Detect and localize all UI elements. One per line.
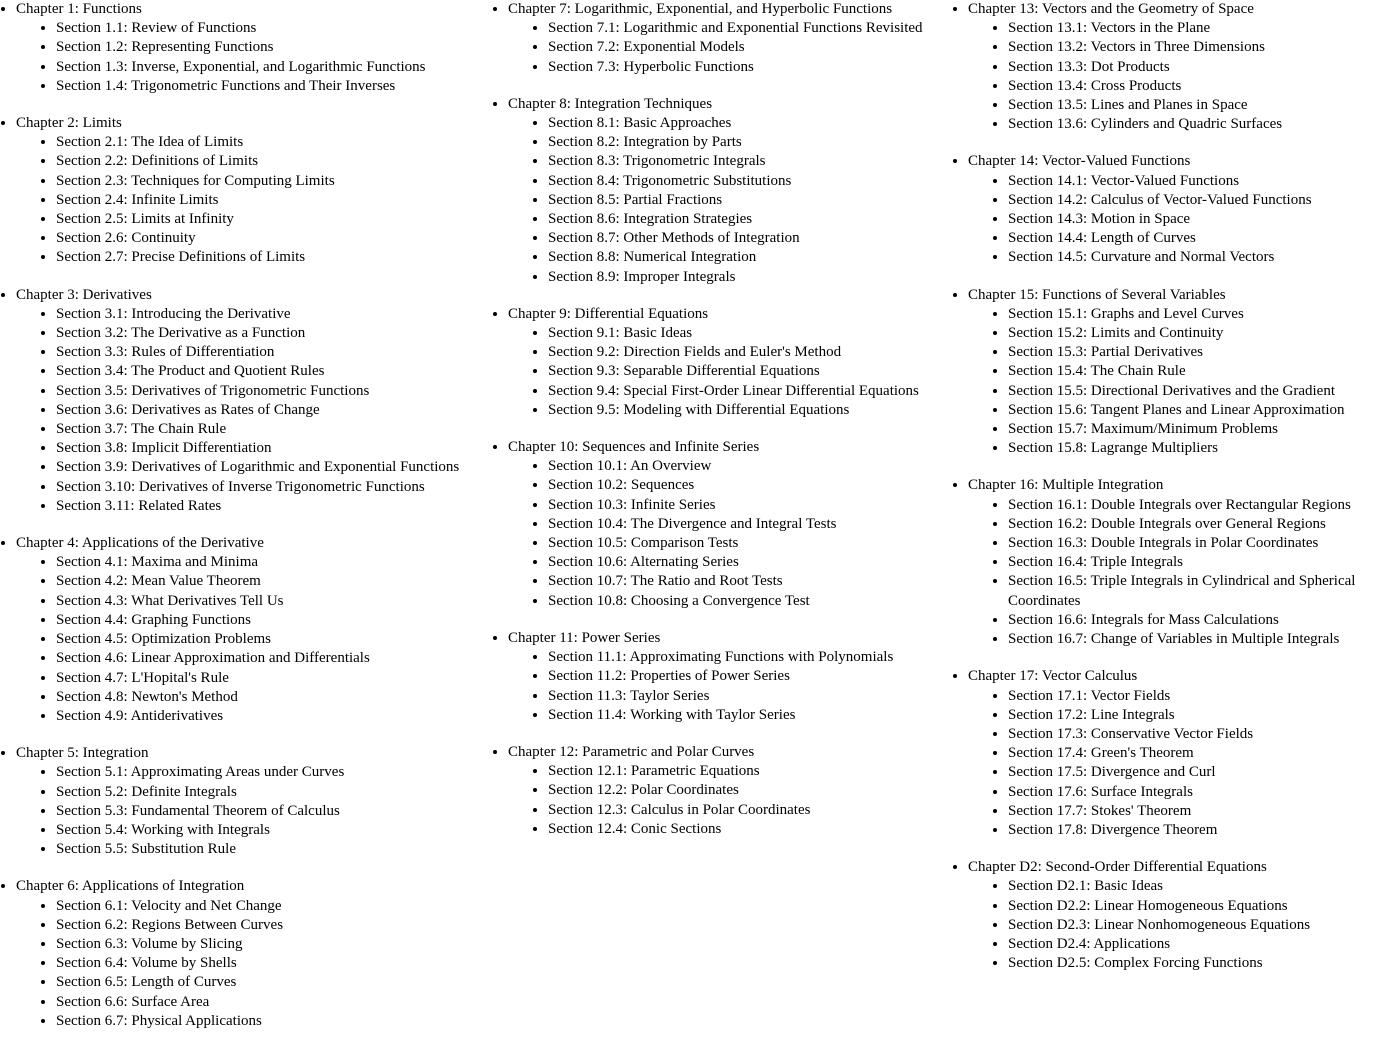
section-item xyxy=(56,324,492,343)
section-item xyxy=(1008,58,1382,77)
section-item xyxy=(548,762,954,781)
chapter-item xyxy=(508,743,954,839)
section-item xyxy=(548,229,954,248)
section-item xyxy=(1008,96,1382,115)
section-item xyxy=(1008,954,1382,973)
chapter-title: Chapter 9: Differential Equations xyxy=(508,305,709,322)
section-item xyxy=(1008,821,1382,840)
section-item xyxy=(1008,229,1382,248)
section-list xyxy=(16,305,492,516)
chapter-title: Chapter 3: Derivatives xyxy=(16,286,152,303)
section-title: Section 17.7: Stokes' Theorem xyxy=(1008,802,1192,819)
section-item xyxy=(1008,744,1382,763)
section-item xyxy=(1008,706,1382,725)
section-title: Section 3.8: Implicit Differentiation xyxy=(56,440,272,457)
section-item xyxy=(56,305,492,324)
chapter-title: Chapter 4: Applications of the Derivative xyxy=(16,535,264,552)
section-title: Section 6.5: Length of Curves xyxy=(56,974,237,991)
section-title: Section 3.2: The Derivative as a Function xyxy=(56,325,306,342)
section-item xyxy=(548,19,954,38)
section-title: Section 14.1: Vector-Valued Functions xyxy=(1008,172,1240,189)
section-item xyxy=(56,611,492,630)
section-title: Section 3.11: Related Rates xyxy=(56,497,222,514)
section-title: Section 17.1: Vector Fields xyxy=(1008,687,1171,704)
section-item xyxy=(56,248,492,267)
section-item xyxy=(56,630,492,649)
section-item xyxy=(56,152,492,171)
section-title: Section 9.4: Special First-Order Linear Differential Equations xyxy=(548,382,919,399)
section-title: Section 14.2: Calculus of Vector-Valued Functions xyxy=(1008,191,1312,208)
section-item xyxy=(56,382,492,401)
toc-column xyxy=(0,0,492,1049)
section-title: Section 12.3: Calculus in Polar Coordinates xyxy=(548,801,811,818)
section-title: Section 10.4: The Divergence and Integral Tests xyxy=(548,515,837,532)
section-item xyxy=(548,534,954,553)
section-item xyxy=(1008,630,1382,649)
section-title: Section 1.1: Review of Functions xyxy=(56,20,257,37)
section-title: Section 10.8: Choosing a Convergence Test xyxy=(548,592,810,609)
section-title: Section 3.10: Derivatives of Inverse Trigonometric Functions xyxy=(56,478,425,495)
chapter-item xyxy=(968,476,1382,649)
section-title: Section D2.1: Basic Ideas xyxy=(1008,878,1163,895)
section-title: Section 13.3: Dot Products xyxy=(1008,58,1170,75)
section-item xyxy=(1008,324,1382,343)
section-title: Section 4.2: Mean Value Theorem xyxy=(56,573,261,590)
chapter-item xyxy=(968,0,1382,134)
section-title: Section 11.4: Working with Taylor Series xyxy=(548,706,796,723)
section-title: Section 6.4: Volume by Shells xyxy=(56,955,237,972)
chapter-item xyxy=(16,534,492,726)
section-item xyxy=(1008,916,1382,935)
section-item xyxy=(548,648,954,667)
section-item xyxy=(1008,382,1382,401)
section-item xyxy=(548,172,954,191)
section-item xyxy=(56,58,492,77)
section-item xyxy=(1008,611,1382,630)
section-item xyxy=(1008,534,1382,553)
section-title: Section 13.2: Vectors in Three Dimensions xyxy=(1008,39,1265,56)
section-title: Section 15.2: Limits and Continuity xyxy=(1008,325,1224,342)
section-item xyxy=(56,478,492,497)
section-title: Section 3.4: The Product and Quotient Rules xyxy=(56,363,325,380)
section-item xyxy=(1008,897,1382,916)
chapter-title: Chapter 5: Integration xyxy=(16,745,149,762)
chapter-item xyxy=(16,286,492,516)
section-title: Section 17.2: Line Integrals xyxy=(1008,706,1175,723)
section-item xyxy=(1008,38,1382,57)
section-item xyxy=(56,210,492,229)
section-title: Section 11.1: Approximating Functions with Polynomials xyxy=(548,649,894,666)
section-item xyxy=(1008,115,1382,134)
section-item xyxy=(56,362,492,381)
section-title: Section 15.5: Directional Derivatives and the Gradient xyxy=(1008,382,1335,399)
section-title: Section 12.4: Conic Sections xyxy=(548,820,722,837)
section-item xyxy=(548,362,954,381)
section-title: Section 2.2: Definitions of Limits xyxy=(56,153,259,170)
section-title: Section 7.3: Hyperbolic Functions xyxy=(548,58,754,75)
section-item xyxy=(56,420,492,439)
section-item xyxy=(56,783,492,802)
section-item xyxy=(1008,362,1382,381)
chapter-item xyxy=(508,0,954,77)
section-title: Section 8.9: Improper Integrals xyxy=(548,268,736,285)
section-title: Section 4.1: Maxima and Minima xyxy=(56,554,259,571)
section-title: Section 3.7: The Chain Rule xyxy=(56,421,227,438)
section-title: Section 9.5: Modeling with Differential Equations xyxy=(548,401,850,418)
section-title: Section 2.6: Continuity xyxy=(56,230,196,247)
toc-column xyxy=(492,0,954,857)
section-title: Section 8.3: Trigonometric Integrals xyxy=(548,153,766,170)
section-list xyxy=(968,19,1382,134)
section-title: Section 7.2: Exponential Models xyxy=(548,39,745,56)
chapter-title: Chapter 17: Vector Calculus xyxy=(968,668,1138,685)
section-item xyxy=(56,191,492,210)
section-title: Section 2.7: Precise Definitions of Limits xyxy=(56,249,306,266)
section-item xyxy=(56,172,492,191)
section-item xyxy=(56,993,492,1012)
section-item xyxy=(56,38,492,57)
section-item xyxy=(1008,191,1382,210)
section-title: Section 13.4: Cross Products xyxy=(1008,77,1182,94)
section-title: Section 3.3: Rules of Differentiation xyxy=(56,344,275,361)
chapter-item xyxy=(16,744,492,859)
section-title: Section 4.3: What Derivatives Tell Us xyxy=(56,592,284,609)
chapter-title: Chapter 15: Functions of Several Variables xyxy=(968,286,1226,303)
section-item xyxy=(1008,172,1382,191)
section-title: Section 10.7: The Ratio and Root Tests xyxy=(548,573,783,590)
section-title: Section 5.4: Working with Integrals xyxy=(56,821,270,838)
section-item xyxy=(548,801,954,820)
toc-column xyxy=(952,0,1382,991)
section-title: Section 17.3: Conservative Vector Fields xyxy=(1008,725,1254,742)
section-title: Section 17.8: Divergence Theorem xyxy=(1008,821,1218,838)
section-item xyxy=(56,133,492,152)
section-title: Section 9.3: Separable Differential Equations xyxy=(548,363,820,380)
section-title: Section 16.7: Change of Variables in Multiple Integrals xyxy=(1008,631,1340,648)
section-title: Section 16.5: Triple Integrals in Cylindrical and Spherical Coordinates xyxy=(1008,573,1356,609)
section-title: Section 1.3: Inverse, Exponential, and Logarithmic Functions xyxy=(56,58,426,75)
section-item xyxy=(548,515,954,534)
section-item xyxy=(548,572,954,591)
chapter-title: Chapter 1: Functions xyxy=(16,1,142,17)
section-title: Section 14.3: Motion in Space xyxy=(1008,211,1191,228)
section-title: Section 15.3: Partial Derivatives xyxy=(1008,344,1203,361)
section-title: Section 3.9: Derivatives of Logarithmic and Exponential Functions xyxy=(56,459,460,476)
section-item xyxy=(1008,802,1382,821)
section-title: Section 9.1: Basic Ideas xyxy=(548,325,693,342)
chapter-item xyxy=(16,0,492,96)
section-list xyxy=(968,305,1382,459)
section-item xyxy=(548,667,954,686)
section-title: Section 14.5: Curvature and Normal Vectors xyxy=(1008,249,1275,266)
section-item xyxy=(548,382,954,401)
section-title: Section 4.5: Optimization Problems xyxy=(56,631,271,648)
chapter-item xyxy=(508,629,954,725)
section-item xyxy=(1008,935,1382,954)
section-title: Section D2.3: Linear Nonhomogeneous Equations xyxy=(1008,916,1311,933)
section-list xyxy=(968,172,1382,268)
section-title: Section 4.7: L'Hopital's Rule xyxy=(56,669,229,686)
section-item xyxy=(548,58,954,77)
section-title: Section 1.2: Representing Functions xyxy=(56,39,274,56)
section-title: Section 3.1: Introducing the Derivative xyxy=(56,305,291,322)
chapter-title: Chapter 2: Limits xyxy=(16,115,122,132)
section-title: Section 16.6: Integrals for Mass Calculations xyxy=(1008,611,1279,628)
section-title: Section 13.1: Vectors in the Plane xyxy=(1008,20,1211,37)
section-title: Section 13.5: Lines and Planes in Space xyxy=(1008,97,1248,114)
section-title: Section 9.2: Direction Fields and Euler's Method xyxy=(548,344,842,361)
chapter-item xyxy=(968,667,1382,840)
section-item xyxy=(548,401,954,420)
chapter-item xyxy=(508,438,954,611)
section-title: Section 8.4: Trigonometric Substitutions xyxy=(548,172,792,189)
section-item xyxy=(1008,248,1382,267)
section-list xyxy=(508,324,954,420)
section-title: Section 16.4: Triple Integrals xyxy=(1008,554,1183,571)
section-item xyxy=(548,592,954,611)
section-title: Section 8.5: Partial Fractions xyxy=(548,191,723,208)
section-title: Section 11.3: Taylor Series xyxy=(548,687,710,704)
section-item xyxy=(548,191,954,210)
section-list xyxy=(508,114,954,287)
section-item xyxy=(1008,687,1382,706)
section-title: Section 17.6: Surface Integrals xyxy=(1008,783,1193,800)
section-item xyxy=(56,707,492,726)
section-title: Section 5.3: Fundamental Theorem of Calculus xyxy=(56,802,340,819)
section-title: Section 8.1: Basic Approaches xyxy=(548,115,732,132)
section-title: Section 6.7: Physical Applications xyxy=(56,1012,262,1029)
section-item xyxy=(56,649,492,668)
section-item xyxy=(1008,763,1382,782)
chapter-title: Chapter 11: Power Series xyxy=(508,629,661,646)
section-item xyxy=(1008,877,1382,896)
chapter-item xyxy=(16,114,492,268)
section-title: Section 17.5: Divergence and Curl xyxy=(1008,764,1216,781)
section-item xyxy=(548,781,954,800)
chapter-title: Chapter 10: Sequences and Infinite Series xyxy=(508,439,760,456)
section-title: Section 14.4: Length of Curves xyxy=(1008,230,1196,247)
section-item xyxy=(1008,305,1382,324)
section-item xyxy=(56,688,492,707)
section-title: Section 10.2: Sequences xyxy=(548,477,695,494)
section-list xyxy=(16,897,492,1031)
section-item xyxy=(1008,439,1382,458)
section-list xyxy=(16,133,492,267)
section-item xyxy=(56,897,492,916)
section-item xyxy=(548,133,954,152)
section-title: Section 13.6: Cylinders and Quadric Surfaces xyxy=(1008,116,1283,133)
section-title: Section 15.8: Lagrange Multipliers xyxy=(1008,440,1218,457)
section-item xyxy=(548,268,954,287)
chapter-title: Chapter 16: Multiple Integration xyxy=(968,477,1164,494)
chapter-item xyxy=(968,152,1382,267)
section-item xyxy=(56,821,492,840)
section-item xyxy=(548,38,954,57)
section-title: Section 12.2: Polar Coordinates xyxy=(548,782,739,799)
section-item xyxy=(56,19,492,38)
section-item xyxy=(56,763,492,782)
section-item xyxy=(1008,401,1382,420)
chapter-item xyxy=(508,305,954,420)
section-title: Section 2.3: Techniques for Computing Limits xyxy=(56,172,335,189)
section-item xyxy=(548,496,954,515)
section-item xyxy=(548,343,954,362)
chapter-title: Chapter 12: Parametric and Polar Curves xyxy=(508,743,755,760)
section-title: Section 6.3: Volume by Slicing xyxy=(56,935,243,952)
section-item xyxy=(56,553,492,572)
chapter-list xyxy=(492,0,954,839)
section-title: Section 2.5: Limits at Infinity xyxy=(56,211,234,228)
section-item xyxy=(56,935,492,954)
section-item xyxy=(56,840,492,859)
section-title: Section 16.2: Double Integrals over General Regions xyxy=(1008,515,1326,532)
section-title: Section 16.1: Double Integrals over Rectangular Regions xyxy=(1008,496,1351,513)
chapter-item xyxy=(968,858,1382,973)
section-title: Section 6.1: Velocity and Net Change xyxy=(56,897,282,914)
section-item xyxy=(1008,420,1382,439)
section-list xyxy=(968,687,1382,841)
section-item xyxy=(1008,77,1382,96)
section-title: Section 2.4: Infinite Limits xyxy=(56,191,219,208)
section-item xyxy=(56,802,492,821)
section-title: Section 4.4: Graphing Functions xyxy=(56,611,251,628)
section-title: Section 15.1: Graphs and Level Curves xyxy=(1008,305,1244,322)
section-item xyxy=(548,476,954,495)
section-title: Section 4.9: Antiderivatives xyxy=(56,707,224,724)
section-title: Section 11.2: Properties of Power Series xyxy=(548,668,790,685)
section-item xyxy=(56,916,492,935)
section-item xyxy=(1008,496,1382,515)
section-item xyxy=(56,401,492,420)
section-title: Section 10.1: An Overview xyxy=(548,458,712,475)
section-title: Section 4.6: Linear Approximation and Differentials xyxy=(56,650,370,667)
section-item xyxy=(56,77,492,96)
section-item xyxy=(1008,343,1382,362)
section-item xyxy=(56,1012,492,1031)
section-item xyxy=(548,820,954,839)
section-title: Section 7.1: Logarithmic and Exponential Functions Revisited xyxy=(548,20,923,37)
section-list xyxy=(968,877,1382,973)
section-item xyxy=(56,439,492,458)
chapter-title: Chapter 6: Applications of Integration xyxy=(16,878,245,895)
section-title: Section 5.1: Approximating Areas under Curves xyxy=(56,764,345,781)
section-title: Section 8.8: Numerical Integration xyxy=(548,249,757,266)
section-list xyxy=(508,648,954,725)
section-title: Section 8.6: Integration Strategies xyxy=(548,211,753,228)
section-list xyxy=(16,553,492,726)
section-list xyxy=(968,496,1382,650)
section-title: Section D2.5: Complex Forcing Functions xyxy=(1008,955,1263,972)
section-title: Section 10.6: Alternating Series xyxy=(548,554,739,571)
section-item xyxy=(1008,210,1382,229)
section-item xyxy=(56,669,492,688)
section-item xyxy=(56,458,492,477)
chapter-item xyxy=(508,95,954,287)
section-item xyxy=(1008,572,1382,610)
section-item xyxy=(548,706,954,725)
chapter-title: Chapter 8: Integration Techniques xyxy=(508,95,713,112)
section-title: Section 12.1: Parametric Equations xyxy=(548,763,760,780)
section-title: Section 15.6: Tangent Planes and Linear Approximation xyxy=(1008,401,1345,418)
section-title: Section 15.7: Maximum/Minimum Problems xyxy=(1008,421,1278,438)
section-list xyxy=(16,19,492,96)
section-title: Section 4.8: Newton's Method xyxy=(56,688,238,705)
chapter-title: Chapter 7: Logarithmic, Exponential, and Hyperbolic Functions xyxy=(508,1,893,17)
section-item xyxy=(56,497,492,516)
chapter-list xyxy=(952,0,1382,973)
section-list xyxy=(508,457,954,611)
section-item xyxy=(548,553,954,572)
section-item xyxy=(56,343,492,362)
chapter-title: Chapter 13: Vectors and the Geometry of Space xyxy=(968,1,1254,17)
chapter-item xyxy=(16,877,492,1031)
section-item xyxy=(548,152,954,171)
section-item xyxy=(1008,553,1382,572)
chapter-title: Chapter D2: Second-Order Differential Equations xyxy=(968,859,1267,876)
section-list xyxy=(508,762,954,839)
chapter-title: Chapter 14: Vector-Valued Functions xyxy=(968,153,1191,170)
section-title: Section 17.4: Green's Theorem xyxy=(1008,745,1194,762)
section-list xyxy=(16,763,492,859)
section-item xyxy=(56,973,492,992)
section-title: Section 8.2: Integration by Parts xyxy=(548,134,742,151)
section-title: Section 3.6: Derivatives as Rates of Change xyxy=(56,401,320,418)
section-title: Section 5.2: Definite Integrals xyxy=(56,783,237,800)
section-item xyxy=(1008,19,1382,38)
section-item xyxy=(1008,515,1382,534)
section-item xyxy=(548,248,954,267)
section-item xyxy=(548,687,954,706)
section-title: Section 2.1: The Idea of Limits xyxy=(56,134,244,151)
section-item xyxy=(548,210,954,229)
section-title: Section 8.7: Other Methods of Integration xyxy=(548,230,800,247)
section-item xyxy=(56,592,492,611)
section-item xyxy=(548,457,954,476)
section-title: Section 5.5: Substitution Rule xyxy=(56,841,237,858)
chapter-item xyxy=(968,286,1382,459)
section-title: Section D2.4: Applications xyxy=(1008,935,1171,952)
section-title: Section 1.4: Trigonometric Functions and Their Inverses xyxy=(56,77,396,94)
section-list xyxy=(508,19,954,77)
section-item xyxy=(56,954,492,973)
section-title: Section 15.4: The Chain Rule xyxy=(1008,363,1186,380)
chapter-list xyxy=(0,0,492,1031)
section-title: Section 6.2: Regions Between Curves xyxy=(56,916,284,933)
section-item xyxy=(56,572,492,591)
section-title: Section 10.5: Comparison Tests xyxy=(548,535,739,552)
section-item xyxy=(1008,725,1382,744)
section-item xyxy=(548,324,954,343)
section-title: Section 6.6: Surface Area xyxy=(56,993,210,1010)
section-title: Section 3.5: Derivatives of Trigonometric Functions xyxy=(56,382,370,399)
section-item xyxy=(1008,783,1382,802)
section-title: Section 16.3: Double Integrals in Polar Coordinates xyxy=(1008,535,1319,552)
section-item xyxy=(56,229,492,248)
section-title: Section 10.3: Infinite Series xyxy=(548,496,716,513)
section-item xyxy=(548,114,954,133)
section-title: Section D2.2: Linear Homogeneous Equations xyxy=(1008,897,1288,914)
